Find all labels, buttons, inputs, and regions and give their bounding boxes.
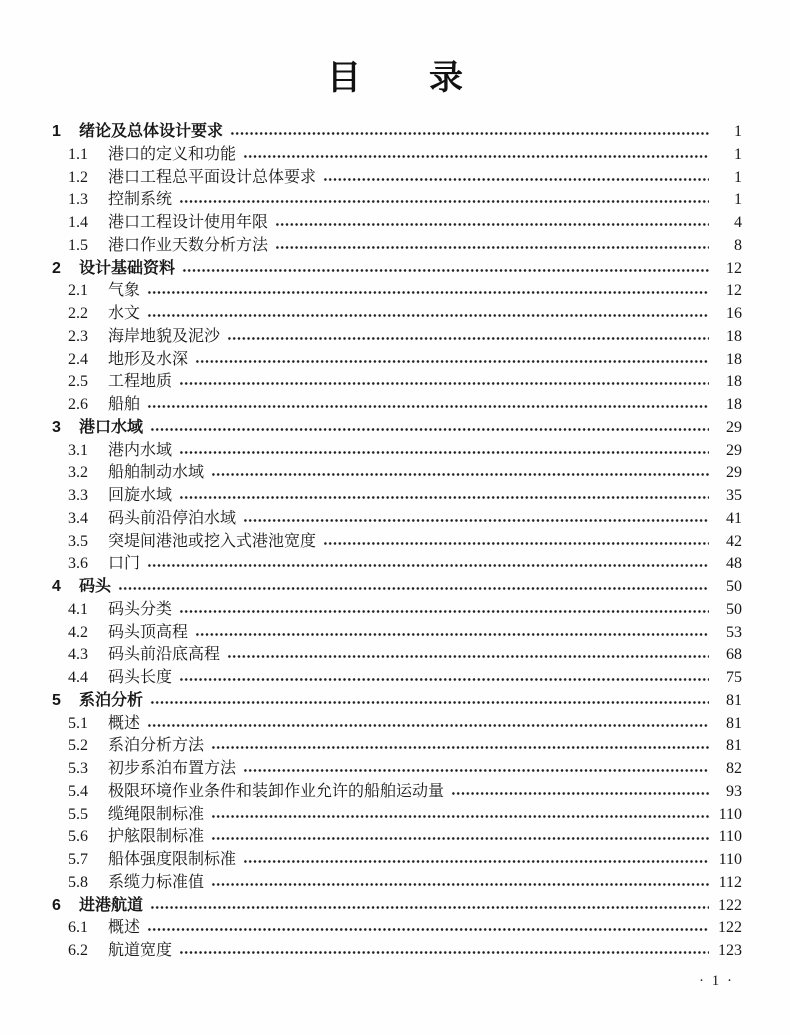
entry-page: 18	[726, 327, 742, 345]
entry-page: 93	[726, 782, 742, 800]
toc-item-row	[52, 189, 742, 212]
dot-leader	[150, 895, 709, 918]
dot-leader	[147, 280, 709, 303]
entry-page: 12	[726, 282, 742, 300]
entry-page: 29	[726, 464, 742, 482]
toc-item-row	[52, 212, 742, 235]
entry-number: 5.7	[68, 851, 88, 868]
entry-title: 码头前沿底高程	[108, 646, 221, 664]
entry-title: 口门	[108, 555, 141, 573]
entry-title: 码头	[79, 578, 112, 595]
toc-item-row	[52, 462, 742, 485]
toc-item-row	[52, 394, 742, 417]
entry-page: 75	[726, 669, 742, 686]
entry-title: 港口工程总平面设计总体要求	[108, 168, 317, 186]
toc-item-row	[52, 144, 742, 167]
toc-item-row	[52, 531, 742, 554]
entry-number: 2.5	[68, 373, 88, 391]
toc-item-row	[52, 371, 742, 394]
dot-leader	[179, 189, 709, 212]
dot-leader	[147, 303, 709, 326]
entry-page: 123	[718, 942, 742, 959]
dot-leader	[323, 167, 709, 190]
toc-item-row	[52, 826, 742, 849]
toc-item-row	[52, 622, 742, 645]
toc-chapter-row	[52, 690, 742, 713]
entry-page: 112	[718, 873, 742, 891]
toc-item-row	[52, 804, 742, 827]
entry-number: 6.2	[68, 942, 88, 959]
entry-number: 2.3	[68, 327, 88, 345]
dot-leader	[150, 417, 709, 440]
toc-item-row	[52, 735, 742, 758]
toc-list	[52, 121, 742, 963]
entry-number: 3.4	[68, 509, 88, 527]
entry-title: 码头长度	[108, 669, 173, 686]
dot-leader	[211, 804, 709, 827]
dot-leader	[211, 735, 709, 758]
entry-title: 控制系统	[108, 191, 173, 209]
dot-leader	[118, 576, 709, 599]
toc-item-row	[52, 781, 742, 804]
toc-chapter-row	[52, 576, 742, 599]
entry-title: 船舶	[108, 396, 141, 413]
dot-leader	[211, 826, 709, 849]
dot-leader	[211, 462, 709, 485]
toc-item-row	[52, 713, 742, 736]
entry-number: 4.2	[68, 623, 88, 641]
entry-title: 港内水域	[108, 441, 173, 459]
entry-page: 1	[734, 123, 742, 140]
entry-number: 3.6	[68, 555, 88, 573]
entry-title: 系缆力标准值	[108, 873, 205, 891]
entry-page: 110	[718, 805, 742, 823]
toc-item-row	[52, 758, 742, 781]
dot-leader	[179, 371, 709, 394]
entry-page: 82	[726, 760, 742, 777]
entry-page: 110	[718, 851, 742, 868]
entry-page: 12	[726, 259, 742, 277]
entry-number: 4.4	[68, 669, 88, 686]
entry-title: 港口工程设计使用年限	[108, 214, 269, 231]
dot-leader	[451, 781, 709, 804]
entry-title: 进港航道	[79, 896, 144, 914]
entry-title: 初步系泊布置方法	[108, 760, 237, 777]
dot-leader	[147, 713, 709, 736]
entry-title: 地形及水深	[108, 350, 189, 368]
entry-number: 5.2	[68, 737, 88, 755]
dot-leader	[147, 553, 709, 576]
entry-title: 极限环境作业条件和装卸作业允许的船舶运动量	[108, 782, 445, 800]
dot-leader	[275, 212, 709, 235]
entry-number: 5.4	[68, 782, 88, 800]
toc-item-row	[52, 599, 742, 622]
entry-page: 110	[718, 828, 742, 846]
entry-title: 港口作业天数分析方法	[108, 236, 269, 254]
dot-leader	[147, 917, 709, 940]
entry-title: 缆绳限制标准	[108, 805, 205, 823]
dot-leader	[243, 849, 709, 872]
dot-leader	[243, 758, 709, 781]
entry-page: 41	[726, 509, 742, 527]
entry-number: 6.1	[68, 919, 88, 937]
entry-number: 2.1	[68, 282, 88, 300]
entry-number: 1.1	[68, 145, 88, 163]
entry-title: 系泊分析	[79, 691, 144, 709]
entry-page: 29	[726, 418, 742, 436]
entry-number: 2.6	[68, 396, 88, 413]
entry-title: 工程地质	[108, 373, 173, 391]
entry-page: 68	[726, 646, 742, 664]
entry-title: 码头顶高程	[108, 623, 189, 641]
entry-number: 3.2	[68, 464, 88, 482]
entry-title: 船体强度限制标准	[108, 851, 237, 868]
toc-item-row	[52, 849, 742, 872]
entry-number: 1.4	[68, 214, 88, 231]
dot-leader	[179, 940, 709, 963]
entry-number: 5.8	[68, 873, 88, 891]
dot-leader	[195, 349, 709, 372]
entry-title: 护舷限制标准	[108, 828, 205, 846]
dot-leader	[211, 872, 709, 895]
toc-item-row	[52, 940, 742, 963]
entry-number: 3.1	[68, 441, 88, 459]
toc-item-row	[52, 349, 742, 372]
entry-page: 122	[718, 896, 742, 914]
toc-item-row	[52, 303, 742, 326]
entry-title: 船舶制动水域	[108, 464, 205, 482]
dot-leader	[179, 667, 709, 690]
entry-page: 122	[718, 919, 742, 937]
dot-leader	[179, 440, 709, 463]
entry-number: 5.5	[68, 805, 88, 823]
entry-number: 6	[52, 896, 61, 914]
entry-title: 海岸地貌及泥沙	[108, 327, 221, 345]
dot-leader	[230, 121, 709, 144]
entry-number: 3	[52, 418, 61, 436]
entry-number: 1.3	[68, 191, 88, 209]
entry-page: 29	[726, 441, 742, 459]
dot-leader	[243, 144, 709, 167]
toc-chapter-row	[52, 121, 742, 144]
entry-number: 4.3	[68, 646, 88, 664]
entry-title: 概述	[108, 919, 141, 937]
entry-title: 码头分类	[108, 600, 173, 618]
entry-title: 航道宽度	[108, 942, 173, 959]
entry-number: 1	[52, 123, 61, 140]
entry-number: 2	[52, 259, 61, 277]
toc-item-row	[52, 235, 742, 258]
entry-page: 48	[726, 555, 742, 573]
dot-leader	[150, 690, 709, 713]
dot-leader	[195, 622, 709, 645]
entry-page: 81	[726, 714, 742, 732]
entry-page: 42	[726, 532, 742, 550]
toc-item-row	[52, 508, 742, 531]
entry-page: 81	[726, 737, 742, 755]
entry-title: 回旋水域	[108, 487, 173, 504]
entry-number: 5.6	[68, 828, 88, 846]
entry-page: 1	[734, 191, 742, 209]
entry-page: 18	[726, 350, 742, 368]
entry-number: 5.1	[68, 714, 88, 732]
entry-page: 1	[734, 168, 742, 186]
entry-page: 4	[734, 214, 742, 231]
entry-title: 港口水域	[79, 418, 144, 436]
entry-page: 18	[726, 373, 742, 391]
entry-page: 50	[726, 600, 742, 618]
entry-number: 3.5	[68, 532, 88, 550]
dot-leader	[323, 531, 709, 554]
toc-item-row	[52, 917, 742, 940]
entry-title: 水文	[108, 305, 141, 322]
page-title: 目 录	[327, 59, 463, 97]
dot-leader	[147, 394, 709, 417]
entry-number: 5	[52, 691, 61, 709]
entry-page: 8	[734, 236, 742, 254]
toc-item-row	[52, 872, 742, 895]
entry-number: 4	[52, 578, 61, 595]
entry-number: 3.3	[68, 487, 88, 504]
toc-chapter-row	[52, 895, 742, 918]
toc-chapter-row	[52, 417, 742, 440]
entry-page: 50	[726, 578, 742, 595]
dot-leader	[179, 599, 709, 622]
dot-leader	[243, 508, 709, 531]
entry-page: 16	[726, 305, 742, 322]
toc-item-row	[52, 440, 742, 463]
dot-leader	[179, 485, 709, 508]
toc-item-row	[52, 553, 742, 576]
entry-title: 概述	[108, 714, 141, 732]
entry-page: 53	[726, 623, 742, 641]
dot-leader	[227, 644, 709, 667]
toc-item-row	[52, 280, 742, 303]
toc-item-row	[52, 667, 742, 690]
entry-page: 35	[726, 487, 742, 504]
entry-title: 港口的定义和功能	[108, 145, 237, 163]
entry-number: 5.3	[68, 760, 88, 777]
entry-title: 系泊分析方法	[108, 737, 205, 755]
entry-title: 设计基础资料	[79, 259, 176, 277]
entry-page: 81	[726, 691, 742, 709]
entry-number: 1.5	[68, 236, 88, 254]
entry-number: 4.1	[68, 600, 88, 618]
entry-title: 突堤间港池或挖入式港池宽度	[108, 532, 317, 550]
entry-number: 1.2	[68, 168, 88, 186]
dot-leader	[227, 326, 709, 349]
entry-title: 气象	[108, 282, 141, 300]
toc-item-row	[52, 485, 742, 508]
dot-leader	[182, 258, 709, 281]
dot-leader	[275, 235, 709, 258]
entry-title: 码头前沿停泊水域	[108, 509, 237, 527]
toc-item-row	[52, 644, 742, 667]
entry-number: 2.2	[68, 305, 88, 322]
entry-title: 绪论及总体设计要求	[79, 123, 224, 140]
page-number-footer: · 1 ·	[699, 973, 734, 989]
toc-item-row	[52, 326, 742, 349]
entry-page: 1	[734, 145, 742, 163]
toc-chapter-row	[52, 258, 742, 281]
entry-page: 18	[726, 396, 742, 413]
toc-item-row	[52, 167, 742, 190]
entry-number: 2.4	[68, 350, 88, 368]
